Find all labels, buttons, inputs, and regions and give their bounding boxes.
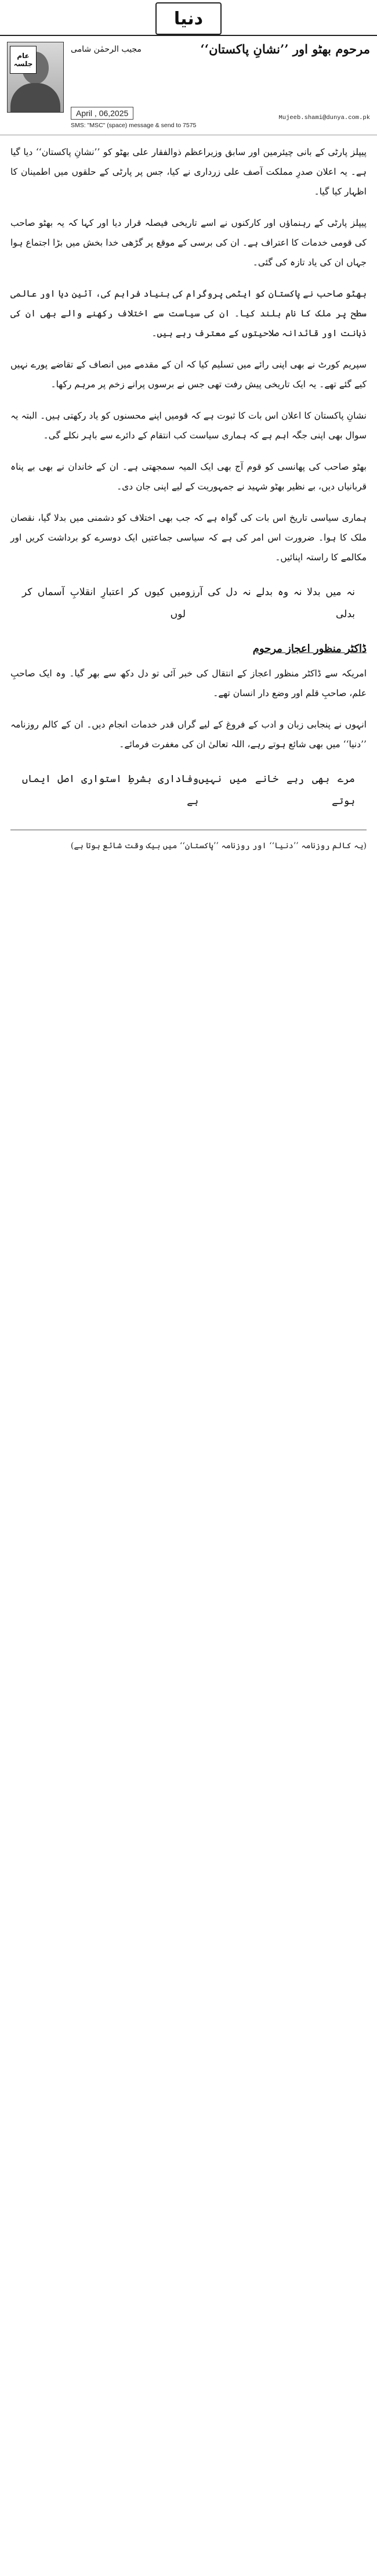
meta-row [71, 107, 370, 129]
header-text [71, 42, 370, 129]
portrait-shoulders [10, 83, 60, 112]
logo-text: دنیا [173, 8, 204, 29]
brand-line-1: عام [17, 51, 30, 60]
masthead [0, 0, 377, 36]
poem-block [10, 581, 367, 625]
verse-half: نہ میں بدلا نہ وہ بدلے نہ دل کی آرزو بدلی [186, 586, 355, 620]
newspaper-logo [155, 2, 222, 35]
author-portrait [7, 42, 64, 113]
poem-block [10, 768, 367, 812]
verse-half: میں کیوں کر اعتبارِ انقلابِ آسماں کر لوں [22, 586, 186, 620]
column-brand-badge [10, 46, 37, 74]
verse-half: مرے بھی رہے خانے میں نہیں ہوتے [198, 773, 355, 807]
obituary-heading: ڈاکٹر منظور اعجاز مرحوم [252, 643, 367, 655]
brand-line-2: جلسہ [13, 60, 33, 68]
obituary-paragraph: انہوں نے پنجابی زبان و ادب کے فروغ کے لیے گراں قدر خدمات انجام دیں۔ ان کے کالم روزنامہ ’’دنیا‘‘ میں بھی شائع ہوتے رہے، اللہ تعالیٰ ان کی مغفرت فرمائے۔ [10, 719, 367, 750]
meta-left [71, 107, 196, 129]
article-paragraph: نشانِ پاکستان کا اعلان اس بات کا ثبوت ہے کہ قومیں اپنے محسنوں کو یاد رکھتی ہیں۔ البتہ یہ سوال بھی اپنی جگہ اہم ہے کہ ہماری سیاست کب انتقام کے دائرے سے باہر نکلے گی۔ [10, 410, 367, 441]
poem-verse [10, 768, 367, 812]
sms-contact: SMS: "MSC" (space) message & send to 7575 [71, 122, 197, 129]
syndication-note: (یہ کالم روزنامہ ’’دنیا‘‘ اور روزنامہ ’’پاکستان‘‘ میں بیک وقت شائع ہوتا ہے) [10, 830, 367, 856]
column-title: مرحوم بھٹو اور ’’نشانِ پاکستان‘‘ [200, 42, 370, 56]
title-row [71, 42, 370, 56]
article-paragraph: سپریم کورٹ نے بھی اپنی رائے میں تسلیم کیا کہ ان کے مقدمے میں انصاف کے تقاضے پورے نہیں کیے گئے تھے۔ یہ ایک تاریخی پیش رفت تھی جس نے برسوں پرانے زخم پر مرہم رکھا۔ [10, 359, 367, 390]
publish-date: April , 06,2025 [71, 107, 133, 120]
article-body [0, 135, 377, 863]
poem-verse [10, 581, 367, 625]
author-name: مجیب الرحمٰن شامی [71, 44, 142, 54]
verse-half: وفاداری بشرطِ استواری اصل ایماں ہے [22, 773, 199, 807]
obituary-paragraph: امریکہ سے ڈاکٹر منظور اعجاز کے انتقال کی خبر آئی تو دل دکھ سے بھر گیا۔ وہ ایک صاحبِ علم، صاحبِ قلم اور وضع دار انسان تھے۔ [10, 668, 367, 698]
column-header [0, 36, 377, 135]
article-paragraph: بھٹو صاحب نے پاکستان کو ایٹمی پروگرام کی بنیاد فراہم کی، آئین دیا اور عالمی سطح پر ملک کا نام بلند کیا۔ ان کی سیاست سے اختلاف رکھنے والے بھی ان کی ذہانت اور قائدانہ صلاحیتوں کے معترف رہے ہیں۔ [10, 289, 367, 338]
article-paragraph: بھٹو صاحب کی پھانسی کو قوم آج بھی ایک المیہ سمجھتی ہے۔ ان کے خاندان نے بھی بے پناہ قربانیاں دیں، بے نظیر بھٹو شہید نے جمہوریت کے لیے اپنی جان دی۔ [10, 462, 367, 492]
article-paragraph: پیپلز پارٹی کے رہنماؤں اور کارکنوں نے اسے تاریخی فیصلہ قرار دیا اور کہا کہ یہ بھٹو صاحب کی قومی خدمات کا اعتراف ہے۔ ان کی برسی کے موقع پر گڑھی خدا بخش میں بڑا اجتماع ہوا جہاں ان کی یاد تازہ کی گئی۔ [10, 218, 367, 268]
article-paragraph: پیپلز پارٹی کے بانی چیئرمین اور سابق وزیراعظم ذوالفقار علی بھٹو کو ’’نشانِ پاکستان‘‘ دیا گیا ہے۔ یہ اعلان صدرِ مملکت آصف علی زرداری نے کیا، جس پر پارٹی کے حلقوں میں اطمینان کا اظہار کیا گیا۔ [10, 147, 367, 197]
article-paragraph: ہماری سیاسی تاریخ اس بات کی گواہ ہے کہ جب بھی اختلاف کو دشمنی میں بدلا گیا، نقصان ملک کا ہوا۔ ضرورت اس امر کی ہے کہ سیاسی جماعتیں ایک دوسرے کو برداشت کریں اور مکالمے کا راستہ اپنائیں۔ [10, 513, 367, 563]
author-email[interactable]: Mujeeb.shami@dunya.com.pk [278, 114, 370, 121]
